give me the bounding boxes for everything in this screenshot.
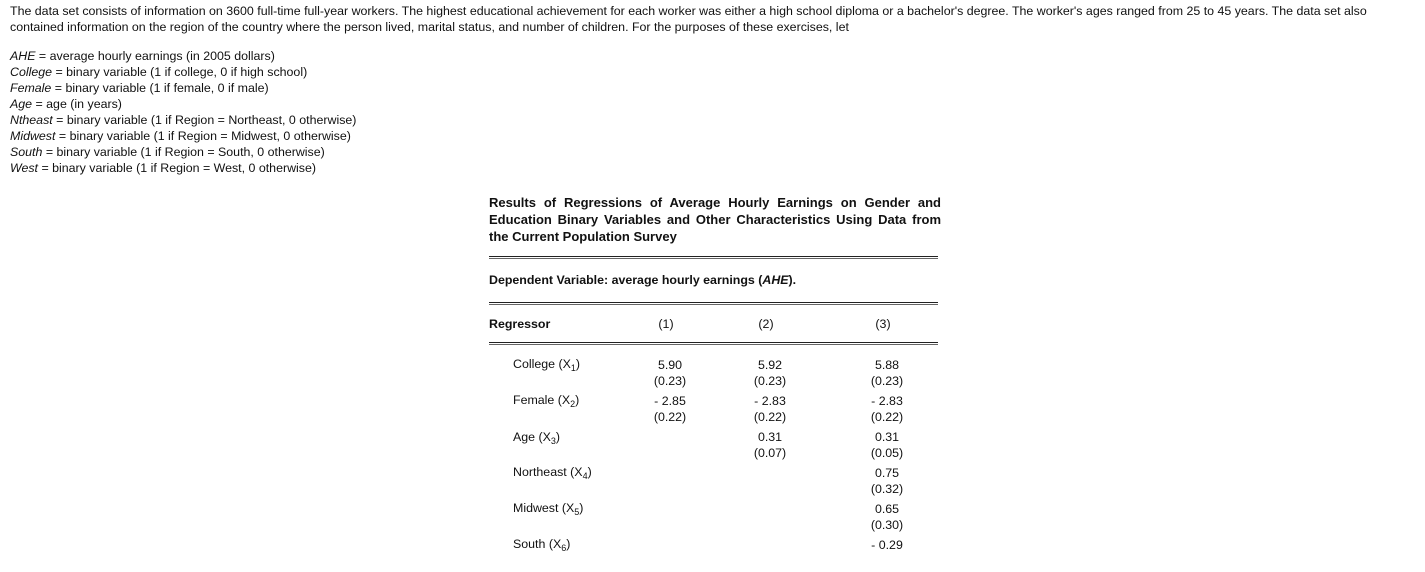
definition-desc: = binary variable (1 if Region = South, 0 otherwise) [42,145,325,159]
definition-var: Age [10,97,33,111]
coef: - 0.29 [871,538,903,552]
row-label-age [513,429,560,445]
dependent-suffix: ). [788,273,797,287]
coef: - 2.85 [654,394,686,408]
table-rule [489,256,938,257]
row-label-close: ) [575,357,581,371]
row-label-text: Midwest (X [513,501,575,515]
table-title: Results of Regressions of Average Hourly Earnings on Gender and Education Binary Variables and Other Characteristics Using Data from the Current Population Survey [489,195,941,244]
definition-var: College [10,65,53,79]
std-error: (0.23) [870,374,904,388]
dependent-prefix: Dependent Variable: average hourly earnings ( [489,273,763,287]
std-error: (0.23) [753,374,787,388]
std-error: (0.07) [753,446,787,460]
definition-var: Female [10,81,52,95]
row-label-northeast [513,464,592,480]
row-label-close: ) [555,430,561,444]
definition-desc: = binary variable (1 if Region = Northeast, 0 otherwise) [52,113,357,127]
cell-northeast-c3 [857,465,917,497]
coef: 0.31 [874,430,900,444]
cell-age-c2 [740,429,800,461]
row-label-sub: 5 [574,507,580,517]
table-rule [489,342,938,343]
row-label-text: Age (X [513,430,551,444]
std-error: (0.22) [653,410,687,424]
definition-var: Midwest [10,129,56,143]
coef: - 2.83 [871,394,903,408]
cell-female-c3 [857,393,917,425]
cell-midwest-c3 [857,501,917,533]
row-label-college [513,356,580,372]
coef: 0.65 [874,502,900,516]
cell-female-c2 [740,393,800,425]
header-col-3: (3) [875,317,891,331]
definition-desc: = binary variable (1 if Region = West, 0 otherwise) [38,161,317,175]
row-label-close: ) [587,465,592,479]
row-label-sub: 2 [570,399,576,409]
header-regressor: Regressor [489,317,551,331]
cell-south-c3 [857,537,917,553]
row-label-close: ) [575,393,580,407]
definition-desc: = binary variable (1 if female, 0 if male) [51,81,269,95]
definition-desc: = binary variable (1 if college, 0 if high school) [52,65,308,79]
cell-female-c1 [640,393,700,425]
dependent-var: AHE [762,273,789,287]
definition-row [10,64,356,80]
definition-row [10,160,356,176]
intro-paragraph: The data set consists of information on 3600 full-time full-year workers. The highest educational achievement for each worker was either a high school diploma or a bachelor's degree. The worker's ages ranged from 25 to 45 years. The data set also contained information on the region of the country where the person lived, marital status, and number of children. For the purposes of these exercises, let [10,4,1367,34]
coef: 0.75 [874,466,900,480]
table-rule [489,302,938,303]
definition-desc: = average hourly earnings (in 2005 dollars) [35,49,275,63]
cell-college-c2 [740,357,800,389]
definition-row [10,144,356,160]
definition-desc: = age (in years) [32,97,122,111]
row-label-text: Northeast (X [513,465,583,479]
row-label-sub: 3 [550,436,556,446]
definition-var: South [10,145,43,159]
definition-row [10,128,356,144]
row-label-sub: 4 [582,471,588,481]
coef: 5.88 [874,358,900,372]
definition-var: West [10,161,38,175]
coef: - 2.83 [754,394,786,408]
cell-college-c1 [640,357,700,389]
row-label-female [513,392,579,408]
row-label-text: College (X [513,357,571,371]
row-label-close: ) [579,501,584,515]
coef: 5.90 [657,358,683,372]
row-label-close: ) [566,537,571,551]
definition-row [10,112,356,128]
std-error: (0.05) [870,446,904,460]
definition-row [10,80,356,96]
cell-age-c3 [857,429,917,461]
row-label-midwest [513,500,583,516]
row-label-text: South (X [513,537,562,551]
definition-row [10,96,356,112]
definition-desc: = binary variable (1 if Region = Midwest, 0 otherwise) [55,129,351,143]
row-label-south [513,536,570,552]
dependent-variable-line [489,272,796,288]
row-label-text: Female (X [513,393,571,407]
header-col-2: (2) [758,317,774,331]
coef: 0.31 [757,430,783,444]
header-col-1: (1) [658,317,674,331]
std-error: (0.22) [870,410,904,424]
std-error: (0.30) [870,518,904,532]
std-error: (0.32) [870,482,904,496]
row-label-sub: 1 [570,363,576,373]
cell-college-c3 [857,357,917,389]
std-error: (0.22) [753,410,787,424]
definition-var: AHE [10,49,36,63]
coef: 5.92 [757,358,783,372]
variable-definitions [10,48,356,176]
std-error: (0.23) [653,374,687,388]
definition-var: Ntheast [10,113,53,127]
definition-row [10,48,356,64]
row-label-sub: 6 [561,543,567,553]
